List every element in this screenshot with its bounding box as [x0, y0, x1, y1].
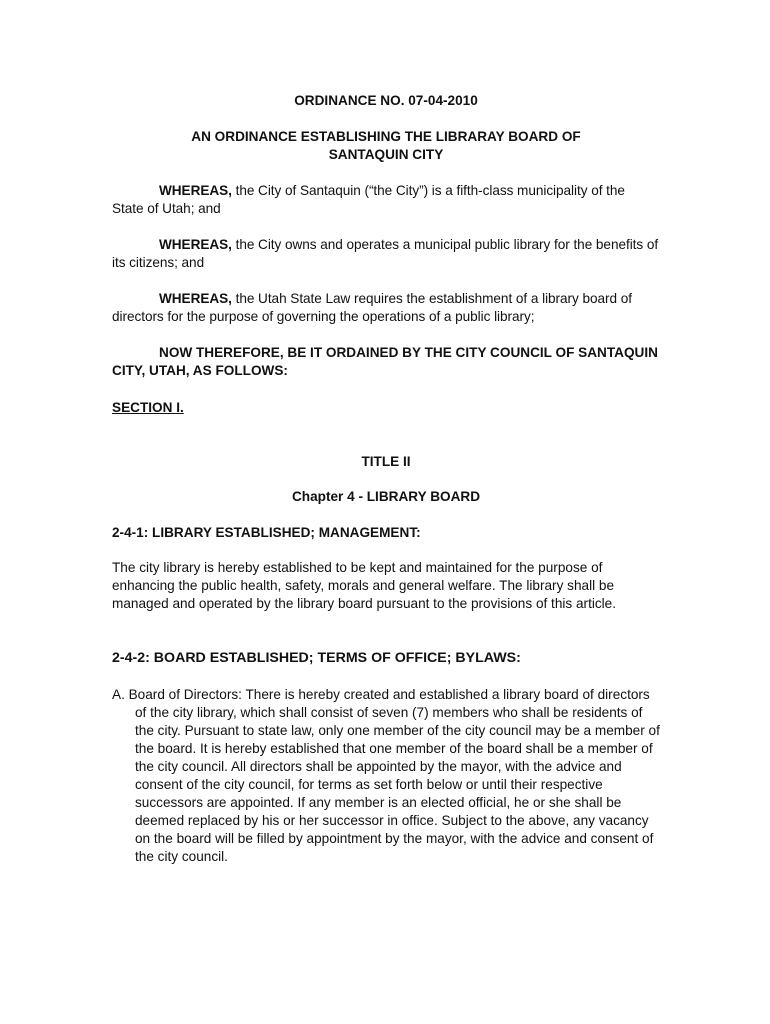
document-page — [112, 92, 660, 866]
ordinance-title-line-2: SANTAQUIN CITY — [328, 147, 444, 162]
section-241-heading: 2-4-1: LIBRARY ESTABLISHED; MANAGEMENT: — [112, 525, 421, 540]
whereas-label: WHEREAS, — [159, 237, 232, 252]
whereas-text: the Utah State Law requires the establishment of a library board of directors for the purpose of governing the operations of a public library; — [112, 291, 632, 324]
whereas-text: the City of Santaquin (“the City”) is a fifth-class municipality of the State of Utah; and — [112, 183, 625, 216]
now-therefore-clause: NOW THEREFORE, BE IT ORDAINED BY THE CITY COUNCIL OF SANTAQUIN CITY, UTAH, AS FOLLOWS: — [112, 345, 658, 378]
whereas-label: WHEREAS, — [159, 291, 232, 306]
whereas-text: the City owns and operates a municipal public library for the benefits of its citizens; and — [112, 237, 659, 270]
ordinance-title — [112, 128, 660, 164]
title-heading: TITLE II — [361, 454, 411, 469]
ordinance-title-line-1: AN ORDINANCE ESTABLISHING THE LIBRARAY BOARD OF — [191, 129, 581, 144]
whereas-clause-2 — [112, 236, 660, 272]
whereas-clause-1 — [112, 182, 660, 218]
section-242-item-a: A. Board of Directors: There is hereby created and established a library board of directors of the city library, which shall consist of seven (7) members who shall be residents of the city. Pursuant to state law, only one member of the city council may be a member of the board. It is hereby established that one member of the board shall be a member of the city council. All directors shall be appointed by the mayor, with the advice and consent of the city council, for terms as set forth below or until their respective successors are appointed. If any member is an elected official, he or she shall be deemed replaced by his or her successor in office. Subject to the above, any vacancy on the board will be filled by appointment by the mayor, with the advice and consent of the city council. — [112, 687, 660, 864]
whereas-clause-3 — [112, 290, 660, 326]
whereas-label: WHEREAS, — [159, 183, 232, 198]
section-242-heading: 2-4-2: BOARD ESTABLISHED; TERMS OF OFFICE; BYLAWS: — [112, 650, 521, 666]
section-heading: SECTION I. — [112, 400, 184, 415]
chapter-heading: Chapter 4 - LIBRARY BOARD — [291, 489, 481, 504]
section-241-text: The city library is hereby established to be kept and maintained for the purpose of enhancing the public health, safety, morals and general welfare. The library shall be managed and operated by the library board pursuant to the provisions of this article. — [112, 560, 617, 611]
ordinance-number: ORDINANCE NO. 07-04-2010 — [294, 93, 478, 108]
